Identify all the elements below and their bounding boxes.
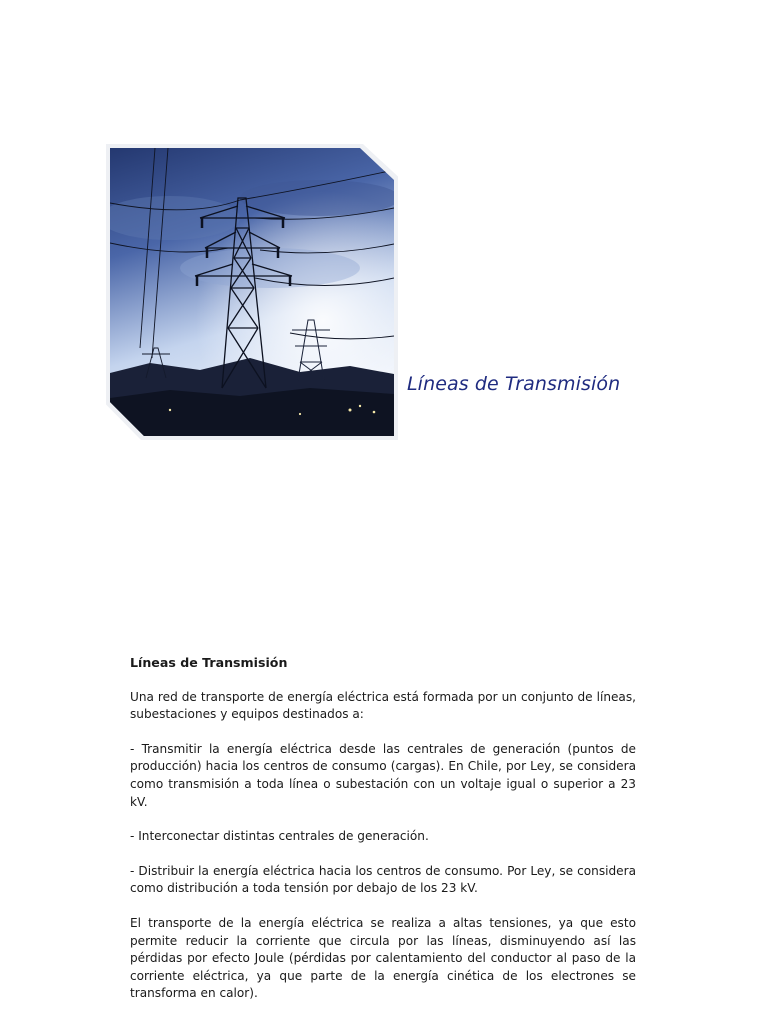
paragraph-distribute: - Distribuir la energía eléctrica hacia los centros de consumo. Por Ley, se considera como distribución a toda tensión por debajo de los 23 kV. <box>130 863 636 896</box>
paragraph-high-voltage: El transporte de la energía eléctrica se realiza a altas tensiones, ya que esto permite reducir la corriente que circula por las líneas, disminuyendo así las pérdidas por efecto Joule (pérdidas por calentamiento del conductor al paso de la corriente eléctrica, ya que parte de la energía cinética de los electrones se transforma en calor). <box>130 915 636 1001</box>
article-body <box>130 654 636 1020</box>
cover-title: Líneas de Transmisión <box>407 373 621 395</box>
paragraph-intro: Una red de transporte de energía eléctrica está formada por un conjunto de líneas, subestaciones y equipos destinados a: <box>130 689 636 722</box>
transmission-tower-photo <box>110 148 394 436</box>
cover-photo-frame <box>106 144 398 440</box>
paragraph-interconnect: - Interconectar distintas centrales de generación. <box>130 829 429 844</box>
paragraph-transmit: - Transmitir la energía eléctrica desde las centrales de generación (puntos de producción) hacia los centros de consumo (cargas). En Chile, por Ley, se considera como transmisión a toda línea o subestación con un voltaje igual o superior a 23 kV. <box>130 741 636 809</box>
article-heading: Líneas de Transmisión <box>130 655 288 670</box>
